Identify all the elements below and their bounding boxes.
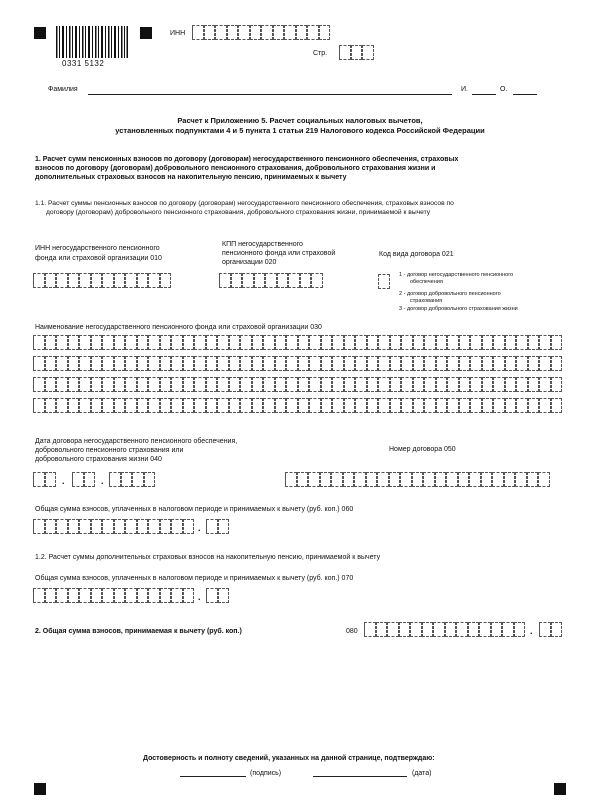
section2-label: 2. Общая сумма взносов, принимаемая к вычету (руб. коп.) bbox=[35, 628, 242, 635]
contract-date-day-cells[interactable] bbox=[33, 472, 56, 487]
inn-cells[interactable] bbox=[192, 25, 330, 40]
section1-heading-l3: дополнительных страховых взносов на накопительную пенсию, принимаемых к вычету bbox=[35, 174, 347, 181]
total-060-separator: . bbox=[198, 523, 201, 533]
initial-o-label: О. bbox=[500, 86, 508, 93]
initial-o-field[interactable] bbox=[513, 94, 537, 95]
registration-mark-top-left bbox=[34, 27, 46, 39]
contract-date-label-l2: добровольного пенсионного страхования или bbox=[35, 447, 184, 454]
fund-kpp-label-l3: организации 020 bbox=[222, 259, 277, 266]
section1-heading-l2: взносов по договору (договорам) добровольного пенсионного страхования, добровольного страхования жизни и bbox=[35, 165, 436, 172]
fund-inn-label-l1: ИНН негосударственного пенсионного bbox=[35, 245, 160, 252]
date-separator-2: . bbox=[101, 476, 104, 486]
section11-heading-l1: 1.1. Расчет суммы пенсионных взносов по договору (договорам) негосударственного пенсионного обеспечения, страховых взносов по bbox=[35, 200, 454, 207]
contract-date-label-l1: Дата договора негосударственного пенсионного обеспечения, bbox=[35, 438, 238, 445]
fund-name-row[interactable] bbox=[33, 398, 562, 413]
contract-type-label: Код вида договора 021 bbox=[379, 251, 454, 258]
signature-label: (подпись) bbox=[250, 770, 282, 777]
fund-name-row[interactable] bbox=[33, 377, 562, 392]
total-080-rub-cells[interactable] bbox=[364, 622, 525, 637]
fund-name-label: Наименование негосударственного пенсионного фонда или страховой организации 030 bbox=[35, 324, 322, 331]
section11-heading-l2: договору (договорам) добровольного пенсионного страхования, добровольного страхования жизни, принимаемой к вычету bbox=[46, 209, 431, 216]
page-title-line1: Расчет к Приложению 5. Расчет социальных налоговых вычетов, bbox=[177, 116, 423, 125]
contract-date-month-cells[interactable] bbox=[72, 472, 95, 487]
total-070-label: Общая сумма взносов, уплаченных в налоговом периоде и принимаемых к вычету (руб. коп.) 070 bbox=[35, 575, 354, 582]
registration-mark-bottom-right bbox=[554, 783, 566, 795]
total-070-kop-cells[interactable] bbox=[206, 588, 229, 603]
contract-number-cells[interactable] bbox=[285, 472, 550, 487]
contract-date-year-cells[interactable] bbox=[109, 472, 155, 487]
contract-type-option-2b: страхования bbox=[410, 298, 443, 304]
fund-inn-cells[interactable] bbox=[33, 273, 171, 288]
barcode-number: 0331 5132 bbox=[62, 59, 105, 68]
section1-heading-l1: 1. Расчет сумм пенсионных взносов по договору (договорам) негосударственного пенсионного обеспечения, страховых bbox=[35, 156, 459, 163]
page-label: Стр. bbox=[313, 50, 328, 57]
page-number-cells[interactable] bbox=[339, 45, 374, 60]
fund-kpp-label-l2: пенсионного фонда или страховой bbox=[222, 250, 336, 257]
inn-label: ИНН bbox=[170, 30, 186, 37]
surname-label: Фамилия bbox=[48, 86, 78, 93]
total-080-kop-cells[interactable] bbox=[539, 622, 562, 637]
fund-kpp-cells[interactable] bbox=[219, 273, 323, 288]
total-070-separator: . bbox=[198, 592, 201, 602]
contract-type-option-3: 3 - договор добровольного страхования жизни bbox=[399, 306, 518, 312]
date-field[interactable] bbox=[313, 776, 407, 777]
total-060-label: Общая сумма взносов, уплаченных в налоговом периоде и принимаемых к вычету (руб. коп.) 060 bbox=[35, 506, 354, 513]
total-060-rub-cells[interactable] bbox=[33, 519, 194, 534]
signature-field[interactable] bbox=[180, 776, 246, 777]
contract-type-option-1: 1 - договор негосударственного пенсионного bbox=[399, 272, 514, 278]
initial-i-field[interactable] bbox=[472, 94, 496, 95]
confirmation-text: Достоверность и полноту сведений, указанных на данной странице, подтверждаю: bbox=[143, 755, 435, 762]
contract-type-option-2: 2 - договор добровольного пенсионного bbox=[399, 291, 501, 297]
initial-i-label: И. bbox=[461, 86, 468, 93]
contract-number-label: Номер договора 050 bbox=[389, 446, 456, 453]
total-070-rub-cells[interactable] bbox=[33, 588, 194, 603]
total-060-kop-cells[interactable] bbox=[206, 519, 229, 534]
fund-kpp-label-l1: КПП негосударственного bbox=[222, 241, 303, 248]
date-separator-1: . bbox=[62, 476, 65, 486]
registration-mark-bottom-left bbox=[34, 783, 46, 795]
contract-date-label-l3: добровольного страхования жизни 040 bbox=[35, 456, 162, 463]
section2-code: 080 bbox=[346, 628, 358, 635]
contract-type-cell[interactable] bbox=[378, 274, 390, 289]
barcode-icon bbox=[56, 26, 128, 58]
fund-name-row[interactable] bbox=[33, 335, 562, 350]
fund-name-row[interactable] bbox=[33, 356, 562, 371]
date-label: (дата) bbox=[412, 770, 432, 777]
total-080-separator: . bbox=[530, 626, 533, 636]
surname-field[interactable] bbox=[88, 94, 452, 95]
registration-mark-top-right bbox=[140, 27, 152, 39]
page-title-line2: установленных подпунктами 4 и 5 пункта 1 статьи 219 Налогового кодекса Российской Федерации bbox=[115, 126, 485, 135]
section12-heading: 1.2. Расчет суммы дополнительных страховых взносов на накопительную пенсию, принимаемой к вычету bbox=[35, 554, 381, 561]
contract-type-option-1b: обеспечения bbox=[410, 279, 443, 285]
fund-inn-label-l2: фонда или страховой организации 010 bbox=[35, 255, 162, 262]
